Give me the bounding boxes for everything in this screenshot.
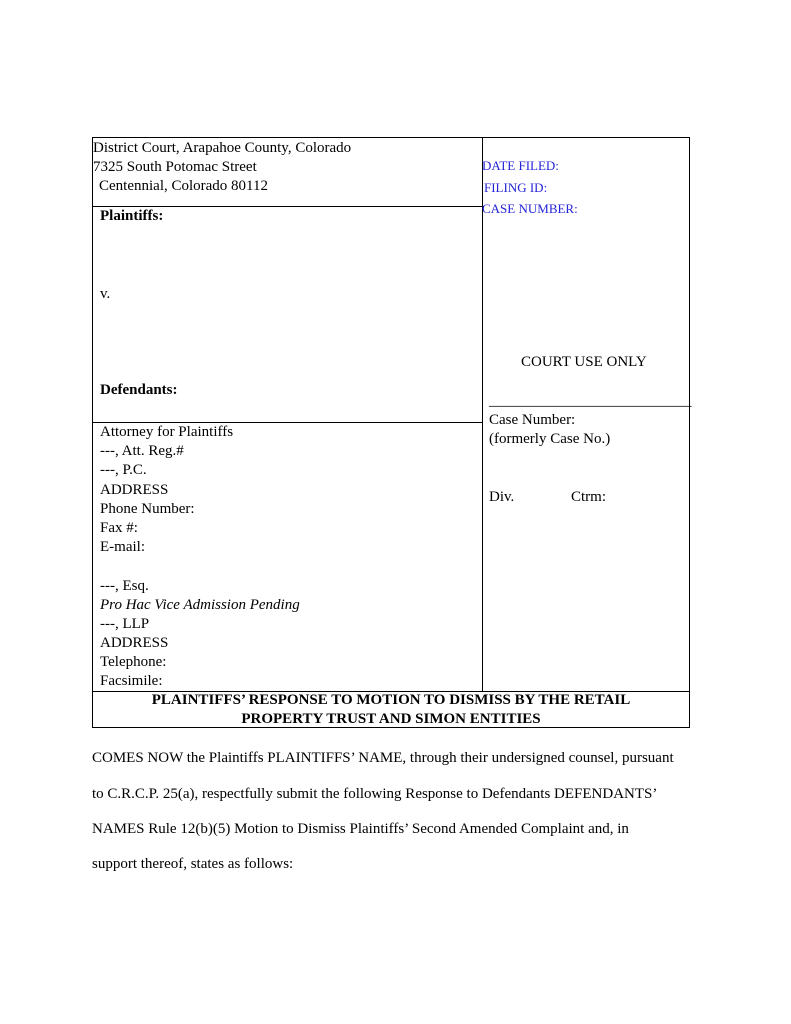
- date-filed-label: DATE FILED:: [482, 158, 559, 173]
- body-paragraph-line-3: NAMES Rule 12(b)(5) Motion to Dismiss Plaintiffs’ Second Amended Complaint and, in: [92, 821, 629, 837]
- document-title-line-2: PROPERTY TRUST AND SIMON ENTITIES: [241, 711, 541, 727]
- plaintiffs-label: Plaintiffs:: [100, 208, 164, 224]
- body-paragraph-line-1: COMES NOW the Plaintiffs PLAINTIFFS’ NAME, through their undersigned counsel, pursuant: [92, 750, 674, 766]
- attorney-firm: ---, P.C.: [100, 462, 147, 478]
- co-counsel-facsimile: Facsimile:: [100, 673, 163, 689]
- attorney-fax: Fax #:: [100, 520, 138, 536]
- co-counsel-name: ---, Esq.: [100, 578, 149, 594]
- court-name: District Court, Arapahoe County, Colorado: [93, 140, 352, 156]
- pro-hac-vice-note: Pro Hac Vice Admission Pending: [100, 597, 300, 613]
- attorney-address: ADDRESS: [100, 482, 169, 498]
- court-use-only-label: COURT USE ONLY: [521, 354, 647, 370]
- case-caption-table: [92, 137, 690, 728]
- co-counsel-telephone: Telephone:: [100, 654, 167, 670]
- body-paragraph-line-4: support thereof, states as follows:: [92, 856, 294, 872]
- formerly-case-label: (formerly Case No.): [489, 431, 611, 447]
- body-paragraph-line-2: to C.R.C.P. 25(a), respectfully submit the following Response to Defendants DEFENDANTS’: [92, 786, 658, 802]
- co-counsel-firm: ---, LLP: [100, 616, 150, 632]
- courtroom-label: Ctrm:: [571, 489, 607, 505]
- co-counsel-address: ADDRESS: [100, 635, 169, 651]
- defendants-label: Defendants:: [100, 382, 178, 398]
- attorney-email: E-mail:: [100, 539, 145, 555]
- caption-vertical-divider: [482, 138, 483, 691]
- document-title: [93, 691, 689, 727]
- case-number-stamp-label: CASE NUMBER:: [482, 201, 578, 216]
- attorney-phone: Phone Number:: [100, 501, 195, 517]
- filing-id-label: FILING ID:: [484, 180, 548, 195]
- versus-label: v.: [100, 286, 111, 302]
- case-number-label: Case Number:: [489, 412, 576, 428]
- document-title-line-1: PLAINTIFFS’ RESPONSE TO MOTION TO DISMISS BY THE RETAIL: [151, 692, 631, 708]
- attorney-reg: ---, Att. Reg.#: [100, 443, 184, 459]
- court-city: Centennial, Colorado 80112: [99, 178, 268, 194]
- attorney-for-label: Attorney for Plaintiffs: [100, 424, 234, 440]
- court-street: 7325 South Potomac Street: [93, 159, 257, 175]
- division-label: Div.: [489, 489, 515, 505]
- court-use-rule: ___________________________: [489, 393, 692, 409]
